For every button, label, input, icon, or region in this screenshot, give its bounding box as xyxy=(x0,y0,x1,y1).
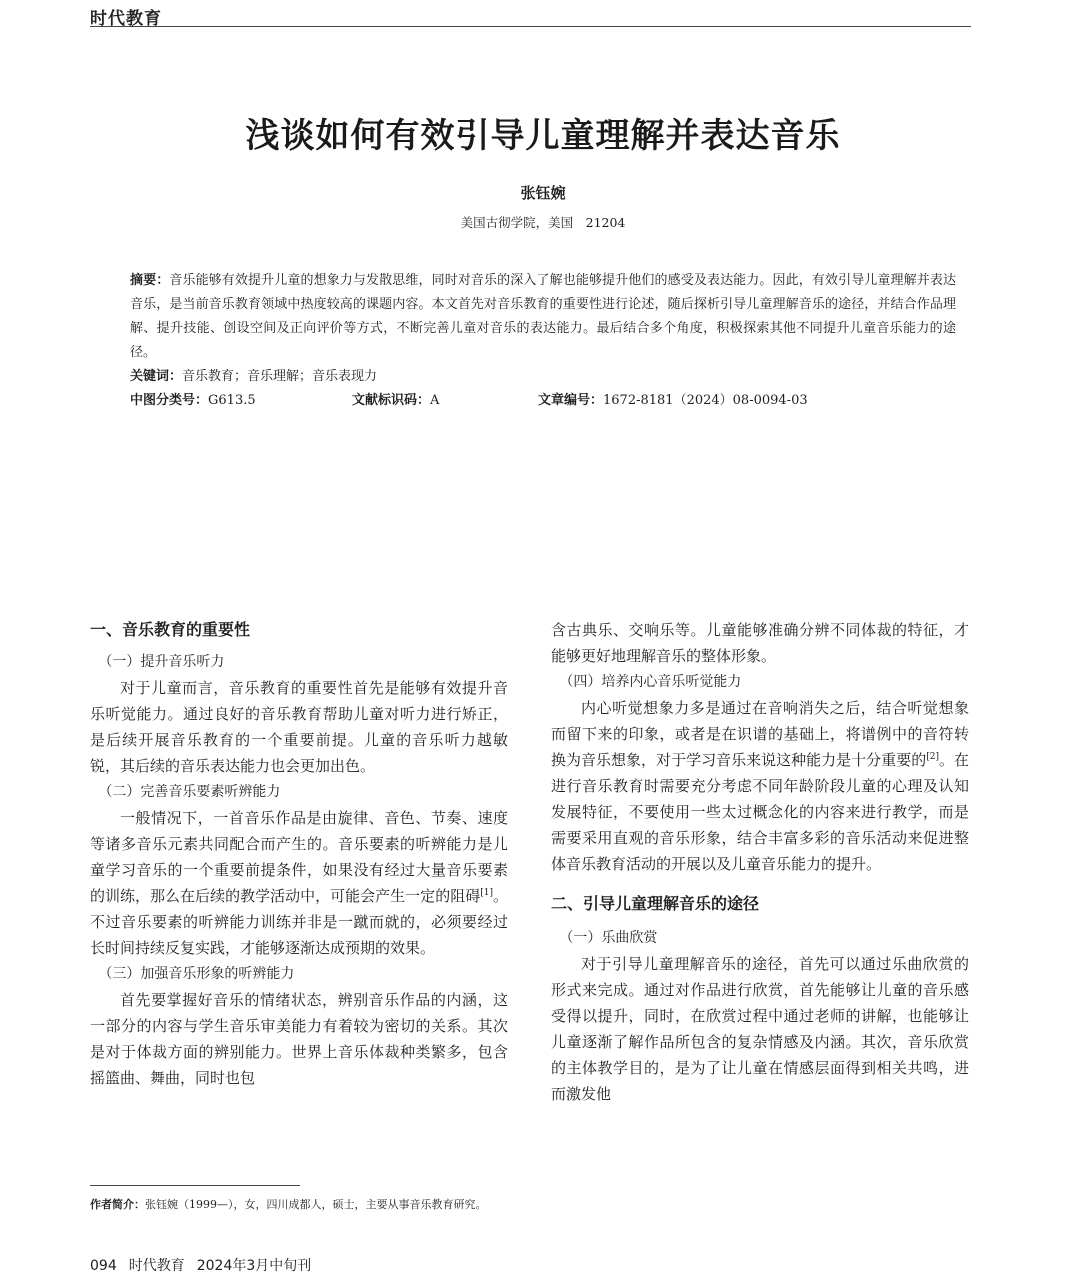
paragraph-text: 。在进行音乐教育时需要充分考虑不同年龄阶段儿童的心理及认知发展特征，不要使用一些太过概念化的内容来进行教学，而是需要采用直观的音乐形象，结合丰富多彩的音乐活动来促进整体音乐教育活动的开展以及儿童音乐能力的提升。 xyxy=(551,751,969,873)
citation-ref: [2] xyxy=(926,752,939,762)
subsection-heading: （三）加强音乐形象的听辨能力 xyxy=(98,966,295,982)
section-heading: 二、引导儿童理解音乐的途径 xyxy=(551,894,760,913)
subsection-heading: （一）乐曲欣赏 xyxy=(559,930,658,946)
abstract-text: 音乐能够有效提升儿童的想象力与发散思维，同时对音乐的深入了解也能够提升他们的感受及表达能力。因此，有效引导儿童理解并表达音乐，是当前音乐教育领域中热度较高的课题内容。本文首先对音乐教育的重要性进行论述，随后探析引导儿童理解音乐的途径，并结合作品理解、提升技能、创设空间及正向评价等方式，不断完善儿童对音乐的表达能力。最后结合多个角度，积极探索其他不同提升儿童音乐能力的途径。 xyxy=(130,273,956,360)
keywords-line xyxy=(130,365,956,389)
article-number-value: 1672-8181（2024）08-0094-03 xyxy=(603,393,808,408)
classification-row xyxy=(130,389,956,413)
subsection-heading: （一）提升音乐听力 xyxy=(98,654,225,670)
footnote-text: 张钰婉（1999—），女，四川成都人，硕士，主要从事音乐教育研究。 xyxy=(145,1198,487,1211)
citation-ref: [1] xyxy=(480,888,493,898)
article-number-label: 文章编号： xyxy=(538,393,604,408)
doc-code-value: A xyxy=(430,393,440,408)
body-paragraph: 对于儿童而言，音乐教育的重要性首先是能够有效提升音乐听觉能力。通过良好的音乐教育帮助儿童对听力进行矫正，是后续开展音乐教育的一个重要前提。儿童的音乐听力越敏锐，其后续的音乐表达能力也会更加出色。 xyxy=(90,679,508,775)
footnote-divider xyxy=(90,1185,300,1186)
keywords-text: 音乐教育；音乐理解；音乐表现力 xyxy=(182,369,378,384)
subsection-heading: （二）完善音乐要素听辨能力 xyxy=(98,784,281,800)
footer-issue: 2024年3月中旬刊 xyxy=(196,1258,312,1274)
paragraph-text: 。不过音乐要素的听辨能力训练并非是一蹴而就的，必须要经过长时间持续反复实践，才能够逐渐达成预期的效果。 xyxy=(90,887,508,957)
body-paragraph: 对于引导儿童理解音乐的途径，首先可以通过乐曲欣赏的形式来完成。通过对作品进行欣赏，首先能够让儿童的音乐感受得以提升，同时，在欣赏过程中通过老师的讲解，也能够让儿童逐渐了解作品所包含的复杂情感及内涵。其次，音乐欣赏的主体教学目的，是为了让儿童在情感层面得到相关共鸣，进而激发他 xyxy=(551,955,969,1103)
clc-value: G613.5 xyxy=(208,393,256,408)
page-footer xyxy=(90,1255,323,1275)
paragraph-text: 内心听觉想象力多是通过在音响消失之后，结合听觉想象而留下来的印象，或者是在识谱的基础上，将谱例中的音符转换为音乐想象，对于学习音乐来说这种能力是十分重要的 xyxy=(551,699,969,769)
body-paragraph xyxy=(90,805,508,961)
page-number: 094 xyxy=(90,1258,117,1274)
body-paragraph: 首先要掌握好音乐的情绪状态，辨别音乐作品的内涵，这一部分的内容与学生音乐审美能力有着较为密切的关系。其次是对于体裁方面的辨别能力。世界上音乐体裁种类繁多，包含摇篮曲、舞曲，同时也包 xyxy=(90,991,508,1087)
paragraph-text: 一般情况下，一首音乐作品是由旋律、音色、节奏、速度等诸多音乐元素共同配合而产生的。音乐要素的听辨能力是儿童学习音乐的一个重要前提条件，如果没有经过大量音乐要素的训练，那么在后续的教学活动中，可能会产生一定的阻碍 xyxy=(90,809,508,905)
footnote-label: 作者简介： xyxy=(90,1198,145,1211)
continued-paragraph: 含古典乐、交响乐等。儿童能够准确分辨不同体裁的特征，才能够更好地理解音乐的整体形象。 xyxy=(551,621,969,665)
author-affiliation: 美国古彻学院，美国 21204 xyxy=(460,215,626,230)
article-number-field xyxy=(538,389,808,413)
clc-label: 中图分类号： xyxy=(130,393,209,408)
body-paragraph xyxy=(551,695,969,877)
clc-field xyxy=(130,389,256,413)
footer-journal: 时代教育 xyxy=(128,1258,185,1274)
author-bio-footnote xyxy=(90,1196,487,1212)
doc-code-field xyxy=(352,389,439,413)
article-author: 张钰婉 xyxy=(520,184,566,202)
abstract-paragraph xyxy=(130,269,956,365)
doc-code-label: 文献标识码： xyxy=(352,393,431,408)
header-divider xyxy=(90,26,971,27)
article-title: 浅谈如何有效引导儿童理解并表达音乐 xyxy=(245,116,841,156)
abstract-label: 摘要： xyxy=(130,273,170,288)
left-column xyxy=(90,617,508,1091)
journal-header: 时代教育 xyxy=(90,9,162,29)
keywords-label: 关键词： xyxy=(130,369,183,384)
right-column xyxy=(551,617,969,1107)
abstract-block xyxy=(130,269,956,413)
subsection-heading: （四）培养内心音乐听觉能力 xyxy=(559,674,742,690)
section-heading: 一、音乐教育的重要性 xyxy=(90,620,251,639)
